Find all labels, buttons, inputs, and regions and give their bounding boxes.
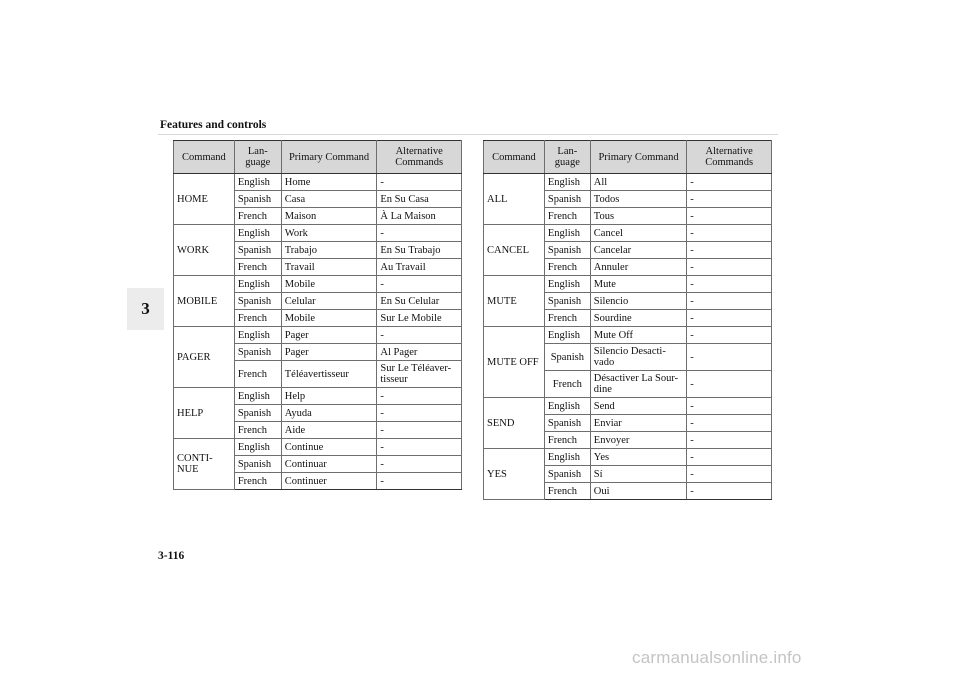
primary-command-cell: Continuer — [281, 473, 377, 490]
primary-command-cell: Maison — [281, 208, 377, 225]
primary-command-cell: Ayuda — [281, 405, 377, 422]
table-row — [484, 276, 772, 293]
alternative-command-cell: Sur Le Mobile — [377, 310, 462, 327]
language-cell: English — [234, 276, 281, 293]
language-cell: French — [544, 371, 590, 398]
alternative-command-cell: Sur Le Téléaver- tisseur — [377, 361, 462, 388]
table-row — [174, 439, 462, 456]
language-cell: English — [544, 276, 590, 293]
table-row — [484, 449, 772, 466]
command-cell: SEND — [484, 398, 545, 449]
table-header-row — [174, 141, 462, 174]
header-primary-command: Primary Command — [281, 141, 377, 174]
primary-command-cell: Envoyer — [590, 432, 687, 449]
command-cell: YES — [484, 449, 545, 500]
primary-command-cell: Pager — [281, 327, 377, 344]
alternative-command-cell: - — [687, 310, 772, 327]
language-cell: English — [234, 327, 281, 344]
primary-command-cell: Mobile — [281, 276, 377, 293]
alternative-command-cell: - — [687, 449, 772, 466]
alternative-command-cell: - — [687, 293, 772, 310]
table-row — [174, 174, 462, 191]
primary-command-cell: Travail — [281, 259, 377, 276]
primary-command-cell: Celular — [281, 293, 377, 310]
alternative-command-cell: Au Travail — [377, 259, 462, 276]
header-command: Command — [174, 141, 235, 174]
alternative-command-cell: - — [687, 483, 772, 500]
primary-command-cell: Send — [590, 398, 687, 415]
primary-command-cell: Tous — [590, 208, 687, 225]
primary-command-cell: All — [590, 174, 687, 191]
language-cell: Spanish — [234, 344, 281, 361]
language-cell: French — [544, 432, 590, 449]
primary-command-cell: Pager — [281, 344, 377, 361]
primary-command-cell: Annuler — [590, 259, 687, 276]
table-header-row — [484, 141, 772, 174]
page-number: 3-116 — [158, 550, 185, 562]
language-cell: French — [544, 483, 590, 500]
alternative-command-cell: - — [687, 398, 772, 415]
alternative-command-cell: En Su Celular — [377, 293, 462, 310]
language-cell: French — [544, 310, 590, 327]
table-row — [174, 225, 462, 242]
table-row — [484, 174, 772, 191]
language-cell: French — [544, 208, 590, 225]
primary-command-cell: Oui — [590, 483, 687, 500]
language-cell: Spanish — [234, 191, 281, 208]
language-cell: French — [234, 473, 281, 490]
header-command: Command — [484, 141, 545, 174]
alternative-command-cell: - — [687, 174, 772, 191]
table-row — [174, 388, 462, 405]
alternative-command-cell: - — [377, 276, 462, 293]
command-table-left — [173, 140, 462, 490]
alternative-command-cell: - — [687, 191, 772, 208]
primary-command-cell: Sourdine — [590, 310, 687, 327]
alternative-command-cell: - — [377, 473, 462, 490]
alternative-command-cell: - — [377, 174, 462, 191]
language-cell: French — [544, 259, 590, 276]
primary-command-cell: Trabajo — [281, 242, 377, 259]
language-cell: Spanish — [544, 191, 590, 208]
command-cell: WORK — [174, 225, 235, 276]
primary-command-cell: Yes — [590, 449, 687, 466]
language-cell: English — [544, 449, 590, 466]
language-cell: English — [234, 174, 281, 191]
language-cell: English — [234, 388, 281, 405]
primary-command-cell: Cancelar — [590, 242, 687, 259]
command-cell: MUTE OFF — [484, 327, 545, 398]
alternative-command-cell: - — [687, 276, 772, 293]
primary-command-cell: Home — [281, 174, 377, 191]
language-cell: Spanish — [544, 466, 590, 483]
command-cell: HOME — [174, 174, 235, 225]
header-alternative-commands: Alternative Commands — [377, 141, 462, 174]
command-cell: ALL — [484, 174, 545, 225]
command-table-right — [483, 140, 772, 500]
table-row — [174, 327, 462, 344]
primary-command-cell: Téléavertisseur — [281, 361, 377, 388]
language-cell: French — [234, 422, 281, 439]
command-cell: PAGER — [174, 327, 235, 388]
primary-command-cell: Désactiver La Sour- dine — [590, 371, 687, 398]
primary-command-cell: Cancel — [590, 225, 687, 242]
alternative-command-cell: - — [687, 225, 772, 242]
header-primary-command: Primary Command — [590, 141, 687, 174]
alternative-command-cell: À La Maison — [377, 208, 462, 225]
alternative-command-cell: - — [687, 327, 772, 344]
command-cell: CANCEL — [484, 225, 545, 276]
language-cell: French — [234, 361, 281, 388]
language-cell: French — [234, 259, 281, 276]
primary-command-cell: Continue — [281, 439, 377, 456]
alternative-command-cell: - — [687, 466, 772, 483]
page-header: Features and controls — [160, 119, 267, 131]
language-cell: French — [234, 208, 281, 225]
watermark-text: carmanualsonline.info — [632, 648, 802, 667]
primary-command-cell: Silencio — [590, 293, 687, 310]
alternative-command-cell: En Su Casa — [377, 191, 462, 208]
alternative-command-cell: - — [687, 432, 772, 449]
header-divider — [158, 134, 778, 135]
table-row — [484, 225, 772, 242]
alternative-command-cell: - — [687, 415, 772, 432]
primary-command-cell: Todos — [590, 191, 687, 208]
alternative-command-cell: - — [377, 422, 462, 439]
primary-command-cell: Sí — [590, 466, 687, 483]
header-language: Lan- guage — [234, 141, 281, 174]
language-cell: English — [234, 439, 281, 456]
header-alternative-commands: Alternative Commands — [687, 141, 772, 174]
alternative-command-cell: - — [377, 405, 462, 422]
command-cell: MOBILE — [174, 276, 235, 327]
primary-command-cell: Mobile — [281, 310, 377, 327]
alternative-command-cell: - — [687, 208, 772, 225]
language-cell: English — [544, 398, 590, 415]
table-row — [484, 398, 772, 415]
language-cell: English — [544, 174, 590, 191]
table-row — [484, 327, 772, 344]
primary-command-cell: Enviar — [590, 415, 687, 432]
primary-command-cell: Continuar — [281, 456, 377, 473]
primary-command-cell: Aide — [281, 422, 377, 439]
alternative-command-cell: Al Pager — [377, 344, 462, 361]
alternative-command-cell: - — [687, 344, 772, 371]
language-cell: Spanish — [544, 344, 590, 371]
alternative-command-cell: - — [377, 327, 462, 344]
alternative-command-cell: - — [377, 439, 462, 456]
alternative-command-cell: - — [377, 388, 462, 405]
language-cell: Spanish — [234, 405, 281, 422]
alternative-command-cell: - — [377, 225, 462, 242]
primary-command-cell: Mute — [590, 276, 687, 293]
header-language: Lan- guage — [544, 141, 590, 174]
language-cell: Spanish — [544, 293, 590, 310]
language-cell: English — [234, 225, 281, 242]
language-cell: Spanish — [544, 415, 590, 432]
language-cell: Spanish — [234, 456, 281, 473]
command-cell: MUTE — [484, 276, 545, 327]
language-cell: Spanish — [234, 242, 281, 259]
table-row — [174, 276, 462, 293]
alternative-command-cell: - — [687, 371, 772, 398]
language-cell: Spanish — [544, 242, 590, 259]
primary-command-cell: Work — [281, 225, 377, 242]
primary-command-cell: Help — [281, 388, 377, 405]
alternative-command-cell: En Su Trabajo — [377, 242, 462, 259]
command-cell: HELP — [174, 388, 235, 439]
alternative-command-cell: - — [377, 456, 462, 473]
language-cell: English — [544, 225, 590, 242]
command-cell: CONTI- NUE — [174, 439, 235, 490]
primary-command-cell: Casa — [281, 191, 377, 208]
language-cell: Spanish — [234, 293, 281, 310]
section-tab: 3 — [127, 288, 164, 330]
primary-command-cell: Mute Off — [590, 327, 687, 344]
primary-command-cell: Silencio Desacti- vado — [590, 344, 687, 371]
alternative-command-cell: - — [687, 259, 772, 276]
language-cell: French — [234, 310, 281, 327]
language-cell: English — [544, 327, 590, 344]
alternative-command-cell: - — [687, 242, 772, 259]
